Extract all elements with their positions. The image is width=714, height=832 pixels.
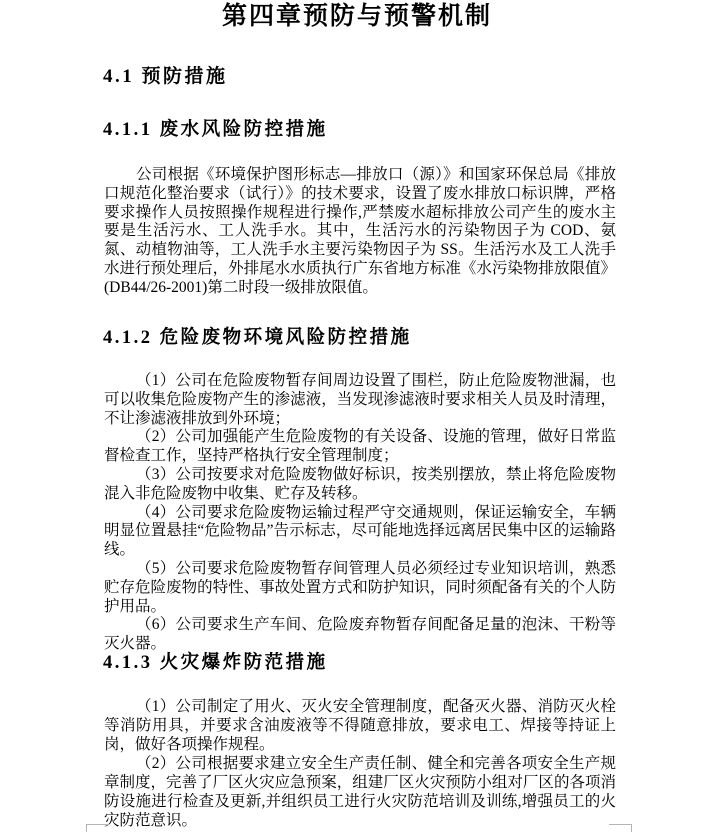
text-boundary-mark-right	[609, 824, 632, 832]
list-paragraph-5: （5）公司要求危险废物暂存间管理人员必须经过专业知识培训，熟悉贮存危险废物的特性、事故处置方式和防护知识，同时须配备有关的个人防护用品。	[104, 559, 616, 615]
text-boundary-mark-left	[86, 824, 109, 832]
section-heading-4-1-1: 4.1.1 废水风险防控措施	[103, 120, 328, 140]
chapter-title: 第四章预防与预警机制	[221, 3, 492, 30]
fire-prevention-measures-text	[104, 697, 616, 830]
section-heading-4-1: 4.1 预防措施	[103, 66, 228, 87]
list-paragraph-4: （4）公司要求危险废物运输过程严守交通规则，保证运输安全，车辆明显位置悬挂“危险物品”告示标志，尽可能地选择远离居民集中区的运输路线。	[104, 503, 616, 559]
list-paragraph-3: （3）公司按要求对危险废物做好标识，按类别摆放，禁止将危险废物混入非危险废物中收集、贮存及转移。	[104, 465, 616, 502]
list-paragraph-2: （2）公司加强能产生危险废物的有关设备、设施的管理，做好日常监督检查工作，坚持严格执行安全管理制度；	[104, 428, 616, 465]
list-paragraph-1: （1）公司在危险废物暂存间周边设置了围栏，防止危险废物泄漏，也可以收集危险废物产生的渗滤液，当发现渗滤液时要求相关人员及时清理，不让渗滤液排放到外环境；	[104, 372, 616, 427]
paragraph: 公司根据《环境保护图形标志—排放口（源）》和国家环保总局《排放口规范化整治要求（试行）》的技术要求，设置了废水排放口标识牌，严格要求操作人员按照操作规程进行操作,严禁废水超标排放公司产生的废水主要是生活污水、工人洗手水。其中，生活污水的污染物因子为 COD、氨氮、动植物油等，工人洗手水主要污染物因子为 SS。生活污水及工人洗手水进行预处理后，外排尾水水质执行广东省地方标准《水污染物排放限值》(DB44/26-2001)第二时段一级排放限值。	[104, 166, 616, 296]
list-paragraph-1: （1）公司制定了用火、灭火安全管理制度，配备灭火器、消防灭火栓等消防用具，并要求含油废液等不得随意排放，要求电工、焊接等持证上岗，做好各项操作规程。	[104, 698, 616, 753]
list-paragraph-6: （6）公司要求生产车间、危险废弃物暂存间配备足量的泡沫、干粉等灭火器。	[104, 616, 616, 653]
section-heading-4-1-2: 4.1.2 危险废物环境风险防控措施	[103, 328, 412, 348]
list-paragraph-2: （2）公司根据要求建立安全生产责任制、健全和完善各项安全生产规章制度，完善了厂区火灾应急预案，组建厂区火灾预防小组对厂区的各项消防设施进行检查及更新,并组织员工进行火灾防范培训及训练,增强员工的火灾防范意识。	[104, 755, 616, 829]
section-heading-4-1-3: 4.1.3 火灾爆炸防范措施	[103, 653, 328, 673]
hazardous-waste-measures-text	[104, 372, 616, 654]
wastewater-measures-text	[104, 166, 616, 298]
